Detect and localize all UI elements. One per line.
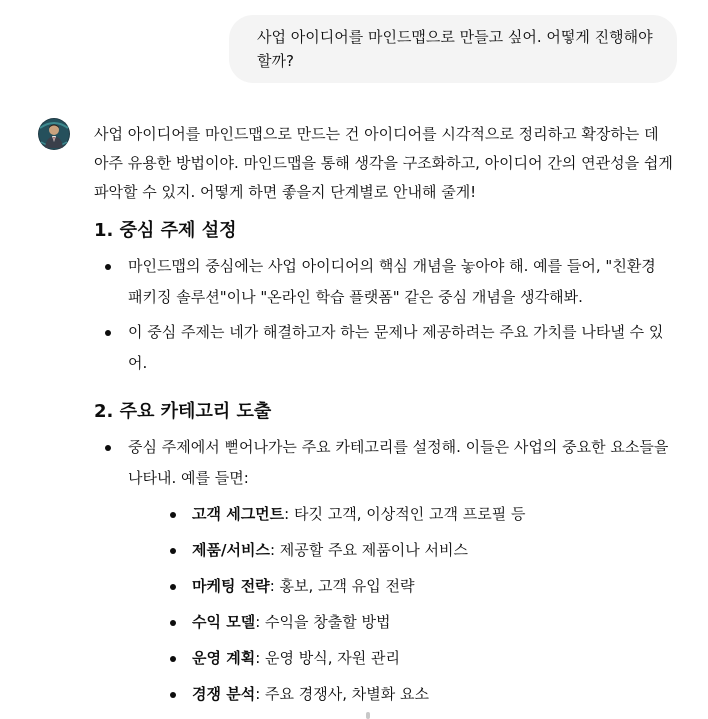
sublist-item: [128, 606, 674, 638]
assistant-avatar-icon: [38, 118, 70, 150]
section-2-list: [94, 432, 674, 710]
sublist-term: 운영 계획: [192, 649, 256, 667]
section-1-list: [94, 251, 674, 379]
section-heading-2: 2. 주요 카테고리 도출: [94, 401, 272, 422]
sublist-desc: : 운영 방식, 자원 관리: [255, 649, 401, 667]
sublist-item: [128, 570, 674, 602]
list-item: 마인드맵의 중심에는 사업 아이디어의 핵심 개념을 놓아야 해. 예를 들어, "친환경 패키징 솔루션"이나 "온라인 학습 플랫폼" 같은 중심 개념을 생각해봐.: [94, 251, 674, 313]
user-message-bubble: [229, 15, 677, 83]
sublist-term: 수익 모델: [192, 613, 256, 631]
sublist-item: [128, 642, 674, 674]
assistant-message: [94, 120, 674, 710]
sublist-desc: : 수익을 창출할 방법: [255, 613, 391, 631]
list-item-text: 중심 주제에서 뻗어나가는 주요 카테고리를 설정해. 이들은 사업의 중요한 요소들을 나타내. 예를 들면:: [128, 438, 669, 487]
scroll-down-indicator[interactable]: [366, 712, 370, 719]
category-sublist: [128, 498, 674, 710]
sublist-desc: : 제공할 주요 제품이나 서비스: [269, 541, 468, 559]
section-heading-1: 1. 중심 주제 설정: [94, 220, 237, 241]
user-message-text: 사업 아이디어를 마인드맵으로 만들고 싶어. 어떻게 진행해야 할까?: [257, 28, 653, 70]
sublist-desc: : 주요 경쟁사, 차별화 요소: [255, 685, 429, 703]
sublist-desc: : 타깃 고객, 이상적인 고객 프로필 등: [284, 505, 526, 523]
list-item: [94, 432, 674, 710]
sublist-desc: : 홍보, 고객 유입 전략: [269, 577, 415, 595]
sublist-item: [128, 534, 674, 566]
sublist-term: 고객 세그먼트: [192, 505, 285, 523]
sublist-term: 경쟁 분석: [192, 685, 256, 703]
sublist-item: [128, 498, 674, 530]
list-item: 이 중심 주제는 네가 해결하고자 하는 문제나 제공하려는 주요 가치를 나타낼 수 있어.: [94, 317, 674, 379]
intro-paragraph: 사업 아이디어를 마인드맵으로 만드는 건 아이디어를 시각적으로 정리하고 확장하는 데 아주 유용한 방법이야. 마인드맵을 통해 생각을 구조화하고, 아이디어 간의 연관성을 쉽게 파악할 수 있지. 어떻게 하면 좋을지 단계별로 안내해 줄게!: [94, 125, 673, 201]
sublist-term: 마케팅 전략: [192, 577, 270, 595]
sublist-term: 제품/서비스: [192, 541, 270, 559]
sublist-item: [128, 678, 674, 710]
